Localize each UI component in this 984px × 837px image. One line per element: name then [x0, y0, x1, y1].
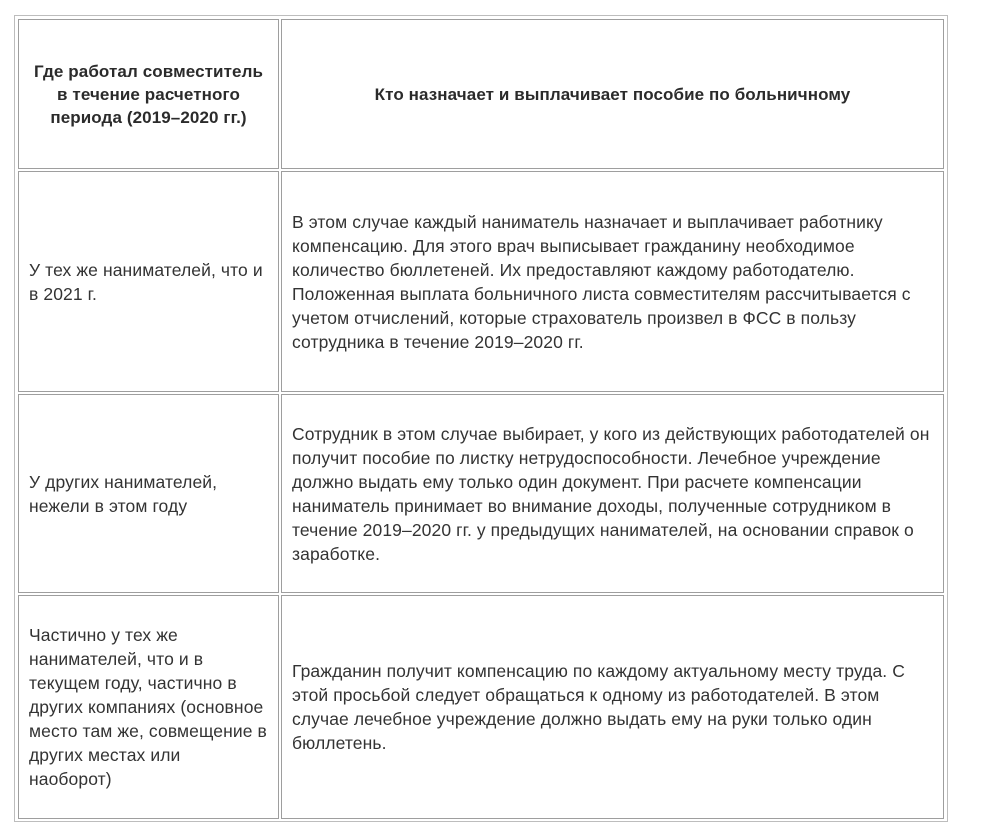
table-row	[18, 394, 944, 593]
header-work-place: Где работал совместитель в течение расчетного периода (2019–2020 гг.)	[18, 19, 279, 169]
table-row	[18, 171, 944, 392]
table-header-row	[18, 19, 944, 169]
row-description-cell: В этом случае каждый наниматель назначает и выплачивает работнику компенсацию. Для этого врач выписывает гражданину необходимое количество бюллетеней. Их предоставляют каждому работодателю. Положенная выплата больничного листа совместителям рассчитывается с учетом отчислений, которые страхователь произвел в ФСС в пользу сотрудника в течение 2019–2020 гг.	[281, 171, 944, 392]
table-row	[18, 595, 944, 819]
row-case-cell: У тех же нанимателей, что и в 2021 г.	[18, 171, 279, 392]
row-case-cell: У других нанимателей, нежели в этом году	[18, 394, 279, 593]
row-description-cell: Сотрудник в этом случае выбирает, у кого из действующих работодателей он получит пособие по листку нетрудоспособности. Лечебное учреждение должно выдать ему только один документ. При расчете компенсации наниматель принимает во внимание доходы, полученные сотрудником в течение 2019–2020 гг. у предыдущих нанимателей, на основании справок о заработке.	[281, 394, 944, 593]
row-description-cell: Гражданин получит компенсацию по каждому актуальному месту труда. С этой просьбой следует обращаться к одному из работодателей. В этом случае лечебное учреждение должно выдать ему на руки только один бюллетень.	[281, 595, 944, 819]
header-payer: Кто назначает и выплачивает пособие по больничному	[281, 19, 944, 169]
sick-leave-table	[16, 17, 946, 821]
row-case-cell: Частично у тех же нанимателей, что и в текущем году, частично в других компаниях (основное место там же, совмещение в других местах или наоборот)	[18, 595, 279, 819]
sick-leave-table-container	[14, 15, 948, 822]
